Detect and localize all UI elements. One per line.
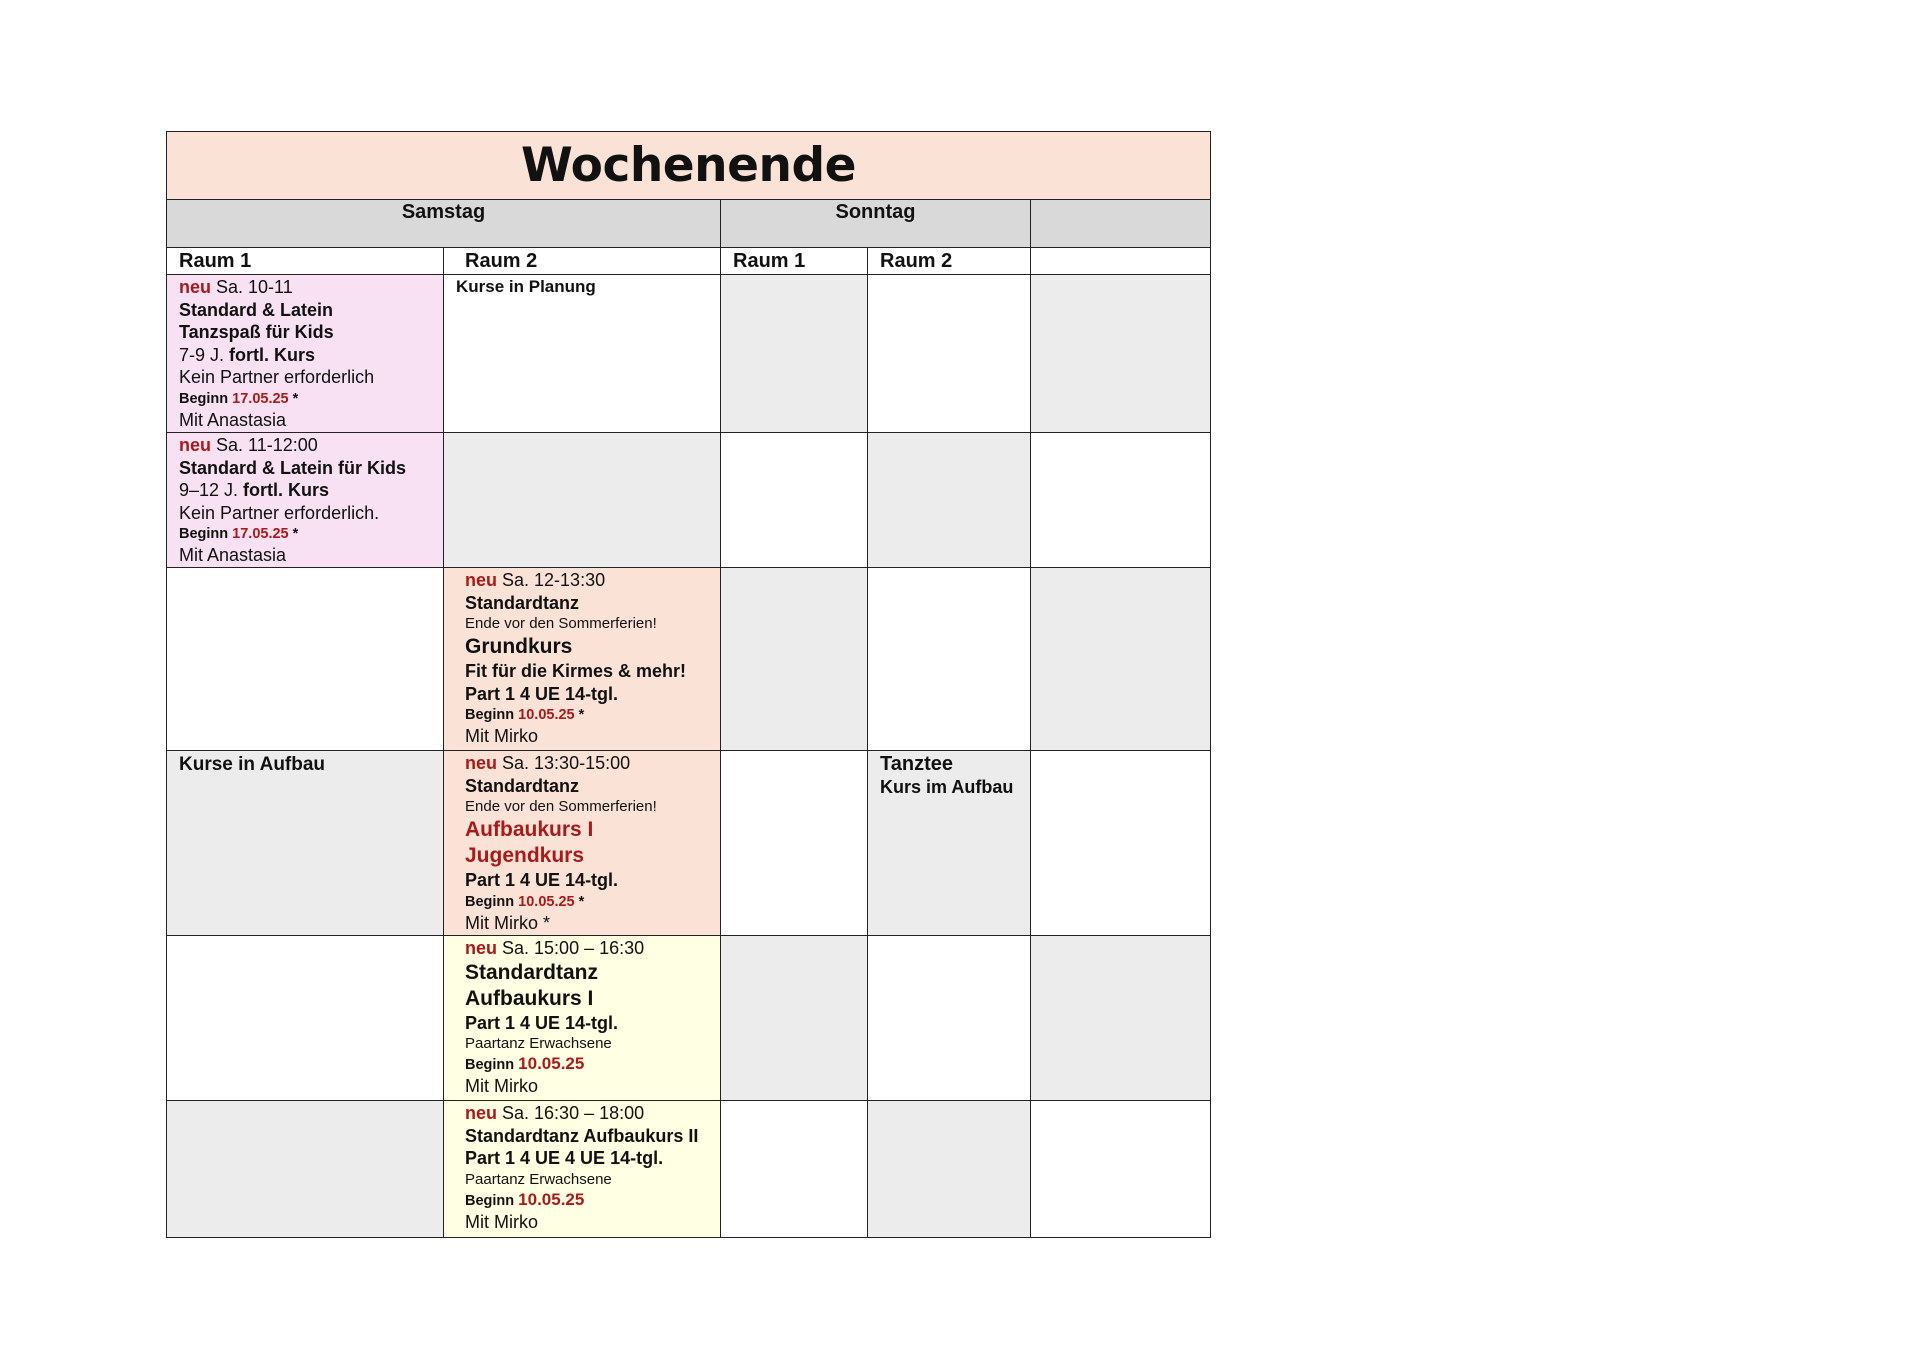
room-header-sun-1: Raum 1: [721, 248, 868, 275]
empty-cell: [1031, 568, 1211, 751]
course-cell-sat-r2-planung: Kurse in Planung: [444, 275, 721, 433]
empty-cell: [868, 1101, 1031, 1238]
course-cell-sat-r1-aufbau: Kurse in Aufbau: [167, 751, 444, 936]
course-cell-sun-r2-tanztee: Tanztee Kurs im Aufbau: [868, 751, 1031, 936]
empty-cell: [721, 1101, 868, 1238]
day-header-sunday: Sonntag: [721, 200, 1031, 248]
empty-cell: [1031, 936, 1211, 1101]
empty-cell: [868, 433, 1031, 568]
empty-cell: [1031, 433, 1211, 568]
empty-cell: [167, 568, 444, 751]
day-header-empty: [1031, 200, 1211, 248]
empty-cell: [721, 275, 868, 433]
course-cell-sat-r2-1330-15: neu Sa. 13:30-15:00 Standardtanz Ende vor den Sommerferien! Aufbaukurs I Jugendkurs Part 1 4 UE 14-tgl. Beginn 10.05.25 * Mit Mirko *: [444, 751, 721, 936]
empty-cell: [721, 433, 868, 568]
room-header-sun-2: Raum 2: [868, 248, 1031, 275]
empty-cell: [1031, 751, 1211, 936]
empty-cell: [868, 936, 1031, 1101]
course-cell-sat-r2-15-1630: neu Sa. 15:00 – 16:30 Standardtanz Aufbaukurs I Part 1 4 UE 14-tgl. Paartanz Erwachsene Beginn 10.05.25 Mit Mirko: [444, 936, 721, 1101]
day-header-saturday: Samstag: [167, 200, 721, 248]
room-header-sat-2: Raum 2: [444, 248, 721, 275]
course-cell-sat-r1-11-12: neu Sa. 11-12:00 Standard & Latein für Kids 9–12 J. fortl. Kurs Kein Partner erforderlich. Beginn 17.05.25 * Mit Anastasia: [167, 433, 444, 568]
course-cell-sat-r2-1630-18: neu Sa. 16:30 – 18:00 Standardtanz Aufbaukurs II Part 1 4 UE 4 UE 14-tgl. Paartanz Erwachsene Beginn 10.05.25 Mit Mirko: [444, 1101, 721, 1238]
schedule-sheet: [166, 131, 1211, 1238]
empty-cell: [868, 275, 1031, 433]
room-header-sat-1: Raum 1: [167, 248, 444, 275]
schedule-grid: [167, 132, 1211, 1238]
empty-cell: [721, 936, 868, 1101]
page-title: Wochenende: [167, 132, 1211, 200]
empty-cell: [1031, 1101, 1211, 1238]
room-header-empty: [1031, 248, 1211, 275]
course-cell-sat-r1-10-11: neu Sa. 10-11 Standard & Latein Tanzspaß für Kids 7-9 J. fortl. Kurs Kein Partner erforderlich Beginn 17.05.25 * Mit Anastasia: [167, 275, 444, 433]
empty-cell: [868, 568, 1031, 751]
course-cell-sat-r2-12-1330: neu Sa. 12-13:30 Standardtanz Ende vor den Sommerferien! Grundkurs Fit für die Kirmes & mehr! Part 1 4 UE 14-tgl. Beginn 10.05.25 * Mit Mirko: [444, 568, 721, 751]
empty-cell: [167, 936, 444, 1101]
empty-cell: [721, 751, 868, 936]
empty-cell: [721, 568, 868, 751]
empty-cell: [167, 1101, 444, 1238]
empty-cell: [444, 433, 721, 568]
empty-cell: [1031, 275, 1211, 433]
